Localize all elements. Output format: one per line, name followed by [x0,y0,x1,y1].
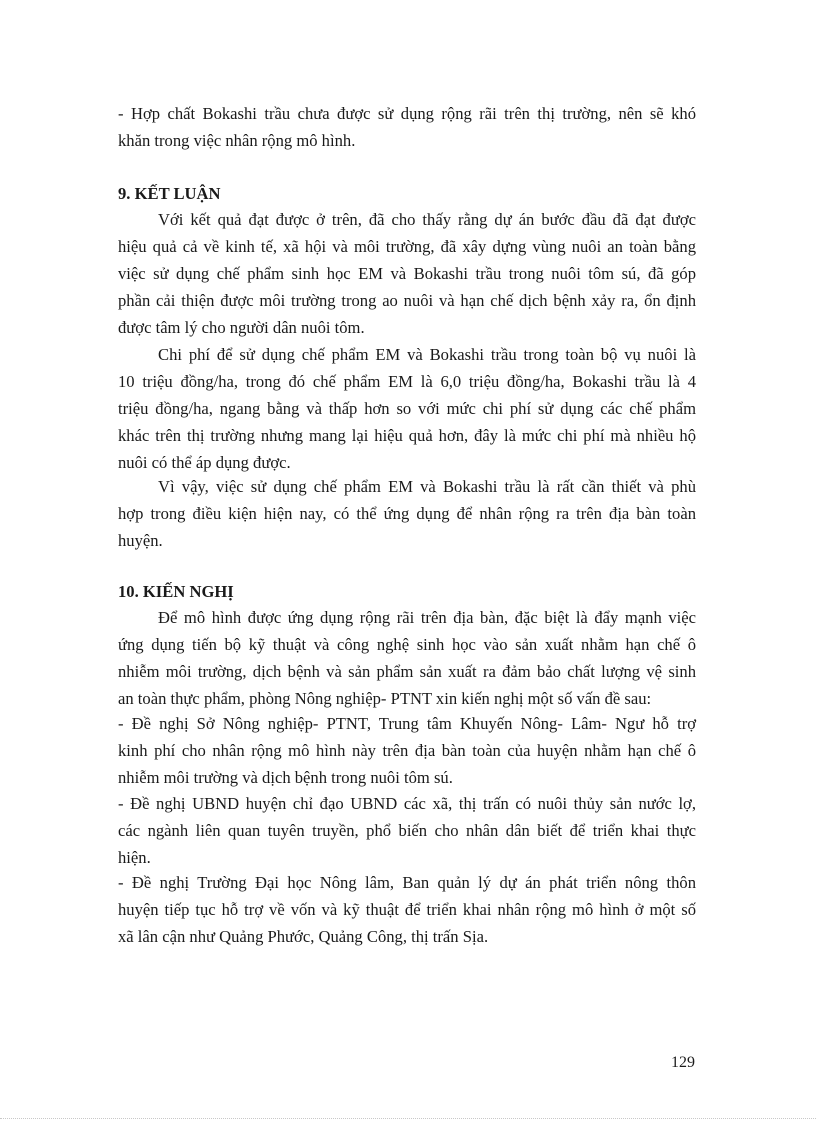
text-line: nuôi có thể áp dụng được. [118,453,291,472]
text-line: khác trên thị trường nhưng mang lại hiệu quả hơn, đây là mức chi phí mà nhiều hộ [118,426,696,445]
section-heading-conclusion: 9. KẾT LUẬN [118,184,221,203]
conclusion-paragraph-2 [118,341,696,476]
text-line: - Đề nghị Sở Nông nghiệp- PTNT, Trung tâm Khuyến Nông- Lâm- Ngư hỗ trợ [118,714,696,733]
intro-paragraph [118,100,696,154]
text-line: nhiễm môi trường và dịch bệnh trong nuôi tôm sú. [118,768,453,787]
recommendation-item-2 [118,790,696,871]
text-line: Vì vậy, việc sử dụng chế phẩm EM và Bokashi trầu là rất cần thiết và phù [158,477,696,496]
text-line: hợp trong điều kiện hiện nay, có thể ứng dụng để nhân rộng ra trên địa bàn toàn [118,504,696,523]
text-line: ứng dụng tiến bộ kỹ thuật và công nghệ sinh học vào sản xuất nhằm hạn chế ô [118,635,696,654]
recommendations-intro-paragraph [118,604,696,712]
page-number: 129 [671,1054,695,1071]
text-line: các ngành liên quan tuyên truyền, phổ biến cho nhân dân biết để triển khai thực [118,821,696,840]
text-line: an toàn thực phẩm, phòng Nông nghiệp- PTNT xin kiến nghị một số vấn đề sau: [118,689,652,708]
section-heading-recommendations: 10. KIẾN NGHỊ [118,582,234,601]
text-line: được tâm lý cho người dân nuôi tôm. [118,318,365,337]
text-line: hiện. [118,848,151,867]
conclusion-paragraph-1 [118,206,696,341]
text-line: nhiễm môi trường, dịch bệnh và sản phẩm sản xuất ra đảm bảo chất lượng vệ sinh [118,662,696,681]
text-line: Để mô hình được ứng dụng rộng rãi trên địa bàn, đặc biệt là đẩy mạnh việc [158,608,696,627]
text-line: triệu đồng/ha, ngang bằng và thấp hơn so với mức chi phí sử dụng các chế phẩm [118,399,696,418]
text-line: huyện tiếp tục hỗ trợ về vốn và kỹ thuật để triển khai nhân rộng mô hình ở một số [118,900,696,919]
text-line: phần cải thiện được môi trường trong ao nuôi và hạn chế dịch bệnh xảy ra, ổn định [118,291,696,310]
text-line: huyện. [118,531,163,550]
text-line: hiệu quả cả về kinh tế, xã hội và môi trường, đã xây dựng vùng nuôi an toàn bằng [118,237,696,256]
text-line: - Đề nghị UBND huyện chỉ đạo UBND các xã, thị trấn có nuôi thủy sản nước lợ, [118,794,696,813]
text-line: việc sử dụng chế phẩm sinh học EM và Bokashi trầu trong nuôi tôm sú, đã góp [118,264,696,283]
text-line: khăn trong việc nhân rộng mô hình. [118,131,356,150]
text-line: - Hợp chất Bokashi trầu chưa được sử dụng rộng rãi trên thị trường, nên sẽ khó [118,104,696,123]
text-line: Chi phí để sử dụng chế phẩm EM và Bokashi trầu trong toàn bộ vụ nuôi là [158,345,696,364]
text-line: Với kết quả đạt được ở trên, đã cho thấy rằng dự án bước đầu đã đạt được [158,210,696,229]
recommendation-item-1 [118,710,696,791]
text-line: 10 triệu đồng/ha, trong đó chế phẩm EM là 6,0 triệu đồng/ha, Bokashi trầu là 4 [118,372,696,391]
recommendation-item-3 [118,869,696,950]
text-line: xã lân cận như Quảng Phước, Quảng Công, thị trấn Sịa. [118,927,489,946]
conclusion-paragraph-3 [118,473,696,554]
text-line: - Đề nghị Trường Đại học Nông lâm, Ban quản lý dự án phát triển nông thôn [118,873,696,892]
text-line: kinh phí cho nhân rộng mô hình này trên địa bàn toàn của huyện nhằm hạn chế ô [118,741,696,760]
page-bottom-divider [0,1118,816,1119]
